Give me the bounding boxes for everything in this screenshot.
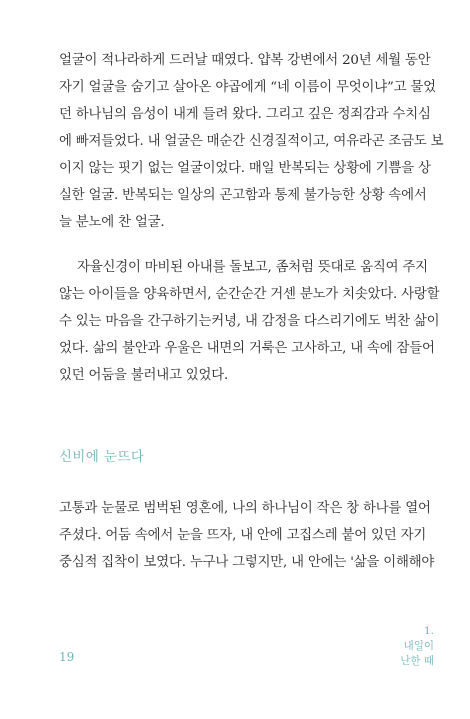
body-line: 수 있는 마음을 간구하기는커녕, 내 감정을 다스리기에도 벅찬 삶이 [59, 314, 440, 329]
body-line: 주셨다. 어둠 속에서 눈을 뜨자, 내 안에 고집스레 붙어 있던 자기 [59, 528, 427, 543]
body-line: 실한 얼굴. 반복되는 일상의 곤고함과 통제 불가능한 상황 속에서 [59, 188, 427, 203]
running-head-number: 1. [423, 625, 434, 637]
running-head-line: 내일이 [403, 640, 434, 652]
body-line: 중심적 집착이 보였다. 누구나 그렇지만, 내 안에는 '삶을 이해해야 [59, 555, 435, 570]
body-line: 이지 않는 핏기 없는 얼굴이었다. 매일 반복되는 상황에 기쁨을 상 [59, 161, 431, 176]
page-number: 19 [59, 650, 75, 664]
body-line: 자율신경이 마비된 아내를 돌보고, 좀처럼 뜻대로 움직여 주지 [77, 260, 428, 275]
body-line: 않는 아이들을 양육하면서, 순간순간 거센 분노가 치솟았다. 사랑할 [59, 287, 440, 302]
running-head-line: 난한 때 [400, 655, 434, 667]
body-line: 던 하나님의 음성이 내게 들려 왔다. 그리고 깊은 정죄감과 수치심 [59, 107, 431, 122]
body-line: 얼굴이 적나라하게 드러날 때였다. 얍복 강변에서 20년 세월 동안 [59, 53, 431, 68]
running-head [400, 624, 434, 669]
body-line: 있던 어둠을 불러내고 있었다. [59, 368, 229, 383]
body-line: 고통과 눈물로 범벅된 영혼에, 나의 하나님이 작은 창 하나를 열어 [59, 501, 431, 516]
section-heading: 신비에 눈뜨다 [59, 450, 145, 465]
body-line: 늘 분노에 찬 얼굴. [59, 215, 165, 230]
body-line: 었다. 삶의 불안과 우울은 내면의 거룩은 고사하고, 내 속에 잠들어 [59, 341, 435, 356]
body-line: 자기 얼굴을 숨기고 살아온 야곱에게 “네 이름이 무엇이냐”고 물었 [59, 80, 436, 95]
body-line: 에 빠져들었다. 내 얼굴은 매순간 신경질적이고, 여유라곤 조금도 보 [59, 134, 444, 149]
